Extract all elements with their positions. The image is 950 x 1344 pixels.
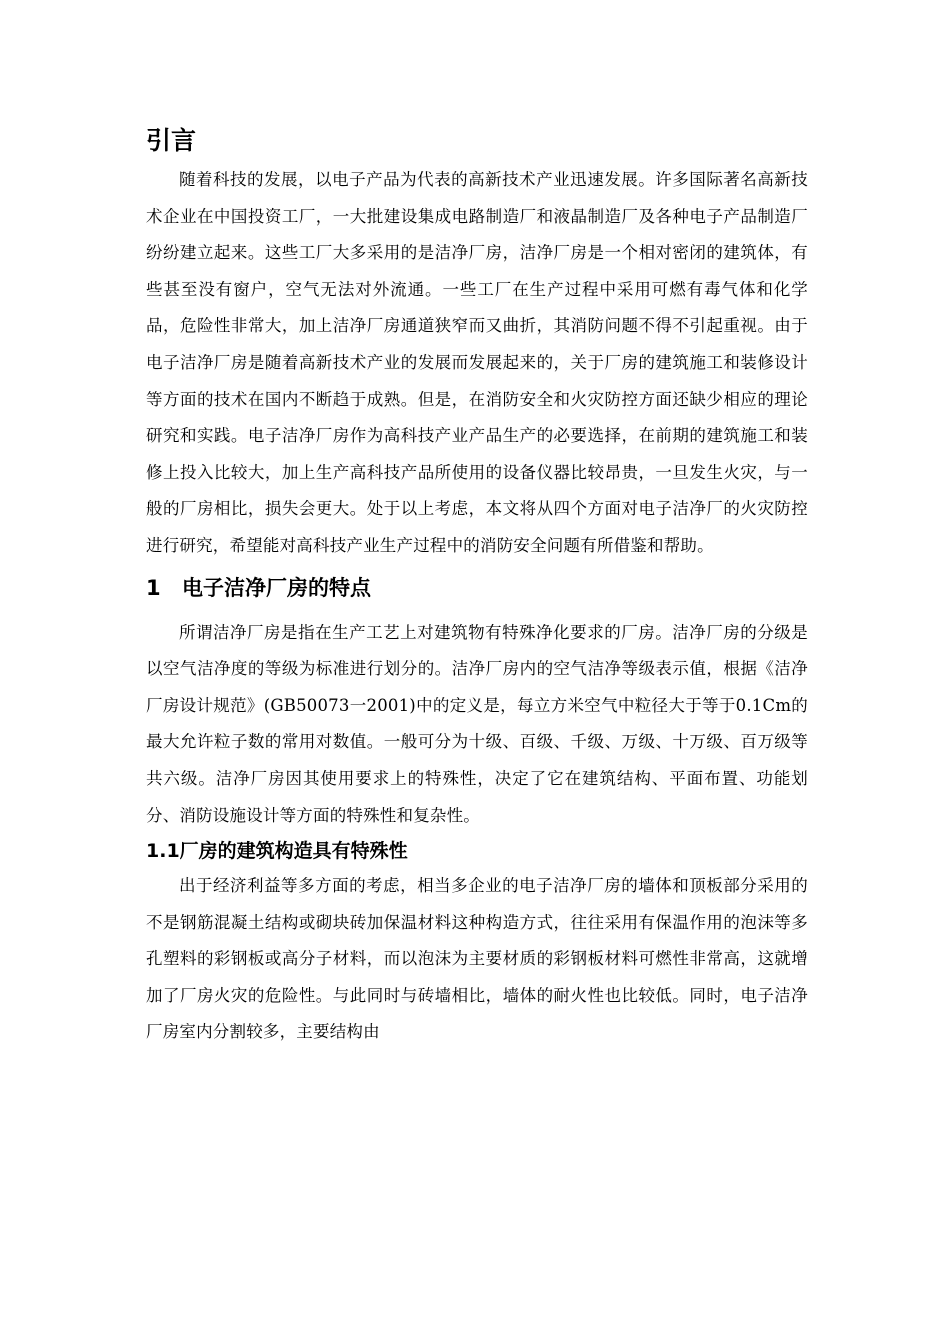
section-1-heading [146,571,808,605]
document-page [146,124,808,1051]
section-1-number: 1 [146,575,161,600]
section-1-1-heading: 1.1厂房的建筑构造具有特殊性 [146,840,408,863]
intro-paragraph: 随着科技的发展，以电子产品为代表的高新技术产业迅速发展。许多国际著名高新技术企业在中国投资工厂，一大批建设集成电路制造厂和液晶制造厂及各种电子产品制造厂纷纷建立起来。这些工厂大多采用的是洁净厂房，洁净厂房是一个相对密闭的建筑体，有些甚至没有窗户，空气无法对外流通。一些工厂在生产过程中采用可燃有毒气体和化学品，危险性非常大，加上洁净厂房通道狭窄而又曲折，其消防问题不得不引起重视。由于电子洁净厂房是随着高新技术产业的发展而发展起来的，关于厂房的建筑施工和装修设计等方面的技术在国内不断趋于成熟。但是，在消防安全和火灾防控方面还缺少相应的理论研究和实践。电子洁净厂房作为高科技产业产品生产的必要选择，在前期的建筑施工和装修上投入比较大，加上生产高科技产品所使用的设备仪器比较昂贵，一旦发生火灾，与一般的厂房相比，损失会更大。处于以上考虑，本文将从四个方面对电子洁净厂的火灾防控进行研究，希望能对高科技产业生产过程中的消防安全问题有所借鉴和帮助。 [146,170,808,555]
intro-title: 引言 [146,126,197,155]
section-1-1-paragraph: 出于经济利益等多方面的考虑，相当多企业的电子洁净厂房的墙体和顶板部分采用的不是钢筋混凝土结构或砌块砖加保温材料这种构造方式，往往采用有保温作用的泡沫等多孔塑料的彩钢板或高分子材料，而以泡沫为主要材质的彩钢板材料可燃性非常高，这就增加了厂房火灾的危险性。与此同时与砖墙相比，墙体的耐火性也比较低。同时，电子洁净厂房室内分割较多，主要结构由 [146,876,808,1042]
section-1-paragraph: 所谓洁净厂房是指在生产工艺上对建筑物有特殊净化要求的厂房。洁净厂房的分级是以空气洁净度的等级为标准进行划分的。洁净厂房内的空气洁净等级表示值，根据《洁净厂房设计规范》(GB50073一2001)中的定义是，每立方米空气中粒径大于等于0.1Cm的最大允许粒子数的常用对数值。一般可分为十级、百级、千级、万级、十万级、百万级等共六级。洁净厂房因其使用要求上的特殊性，决定了它在建筑结构、平面布置、功能划分、消防设施设计等方面的特殊性和复杂性。 [146,622,808,825]
section-1-title: 电子洁净厂房的特点 [182,575,371,600]
